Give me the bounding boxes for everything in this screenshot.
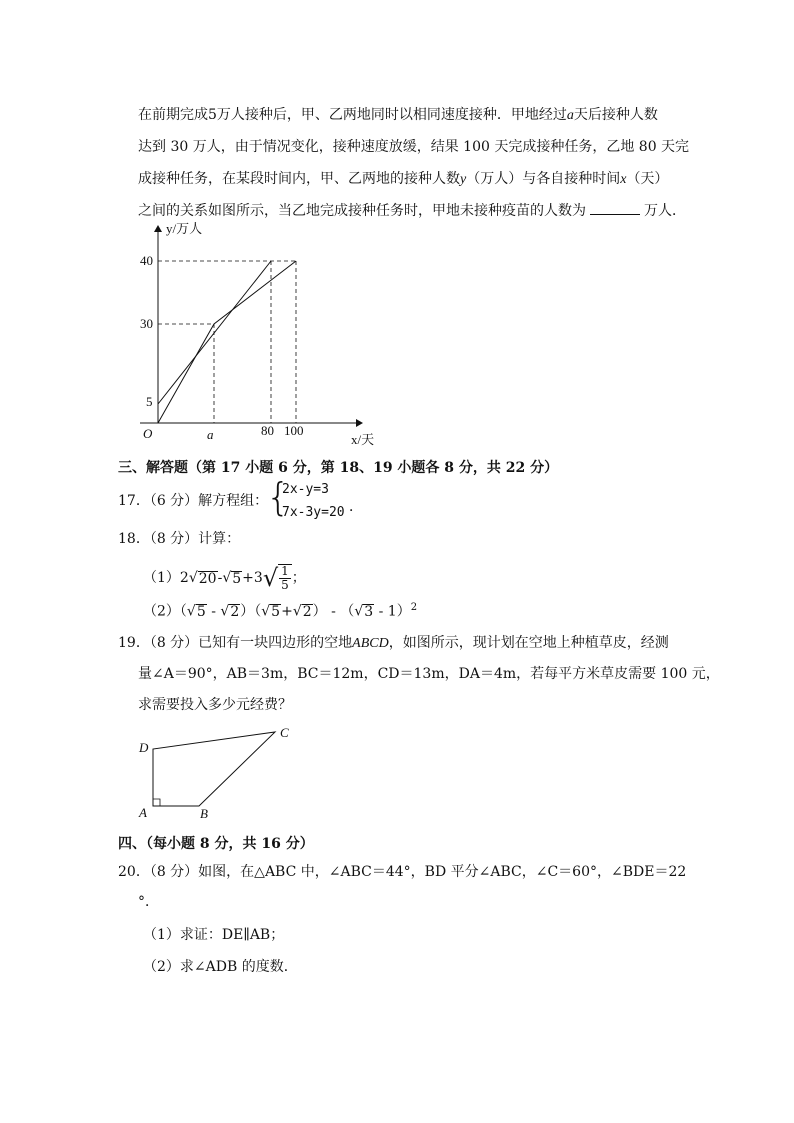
answer-blank[interactable] [590, 202, 640, 215]
quadrilateral-figure [130, 722, 310, 822]
line-jia [158, 261, 296, 423]
x-axis-label: x/天 [351, 432, 375, 447]
q18-part-1: （1） 2 √ 20 - √ 5 +3 √ $\frac{1}{5}$ ； [143, 564, 306, 592]
q17-eq1: 2x-y=3 [282, 482, 329, 497]
line-yi [158, 261, 271, 404]
q20-line-2: °． [138, 894, 159, 910]
dashed-guides [158, 261, 296, 423]
x-tick-80: 80 [261, 423, 274, 438]
fraction-1-5: $\frac{1}{5}$ [278, 564, 292, 592]
x-tick-a: a [207, 427, 214, 442]
y-tick-5: 5 [146, 394, 153, 409]
problem-16-line-4: 之间的关系如图所示，当乙地完成接种任务时，甲地未接种疫苗的人数为 万人． [138, 203, 686, 219]
q20-part-2: （2）求∠ADB 的度数． [143, 959, 298, 975]
quadrilateral-abcd [153, 732, 275, 806]
q19-line-2: 量∠A＝90°，AB＝3m，BC＝12m，CD＝13m，DA＝4m，若每平方米草皮需要 100 元， [138, 666, 720, 682]
problem-16-line-2: 达到 30 万人，由于情况变化，接种速度放缓，结果 100 天完成接种任务，乙地 80 天完 [138, 139, 690, 155]
q17-label: 17．（6 分）解方程组： [118, 493, 269, 509]
q20-part-1: （1）求证：DE∥AB； [143, 927, 285, 943]
q17-end: ． [349, 499, 363, 515]
q19-line-1: 19．（8 分）已知有一块四边形的空地ABCD，如图所示，现计划在空地上种植草皮，经测 [118, 635, 669, 651]
label-B: B [200, 806, 208, 821]
section-3-title: 三、解答题（第 17 小题 6 分，第 18、19 小题各 8 分，共 22 分） [118, 460, 559, 476]
y-tick-30: 30 [140, 316, 153, 331]
vaccination-graph [130, 218, 390, 450]
q19-line-3: 求需要投入多少元经费？ [138, 697, 292, 713]
problem-16-line-3: 成接种任务，在某段时间内，甲、乙两地的接种人数y（万人）与各自接种时间x（天） [138, 171, 669, 187]
left-brace: { [266, 475, 291, 519]
origin-label: O [143, 426, 153, 441]
q18-part-2: （2）（√5 - √2）（√5+√2） - （√3 - 1）$^2$ [143, 602, 418, 620]
q17-eq2: 7x-3y=20 [282, 505, 345, 520]
q18-label: 18．（8 分）计算： [118, 531, 241, 547]
label-D: D [139, 740, 149, 755]
label-C: C [280, 725, 289, 740]
section-4-title: 四、（每小题 8 分，共 16 分） [118, 836, 314, 852]
right-angle-mark [153, 799, 160, 806]
label-A: A [139, 805, 147, 820]
x-tick-100: 100 [284, 423, 304, 438]
problem-16-line-1: 在前期完成5万人接种后，甲、乙两地同时以相同速度接种．甲地经过a天后接种人数 [138, 107, 658, 123]
y-axis-label: y/万人 [166, 221, 203, 236]
problem-16-text [138, 99, 690, 227]
q20-line-1: 20．（8 分）如图，在△ABC 中，∠ABC＝44°，BD 平分∠ABC，∠C＝60°，∠BDE＝22 [118, 864, 687, 880]
y-tick-40: 40 [140, 253, 153, 268]
